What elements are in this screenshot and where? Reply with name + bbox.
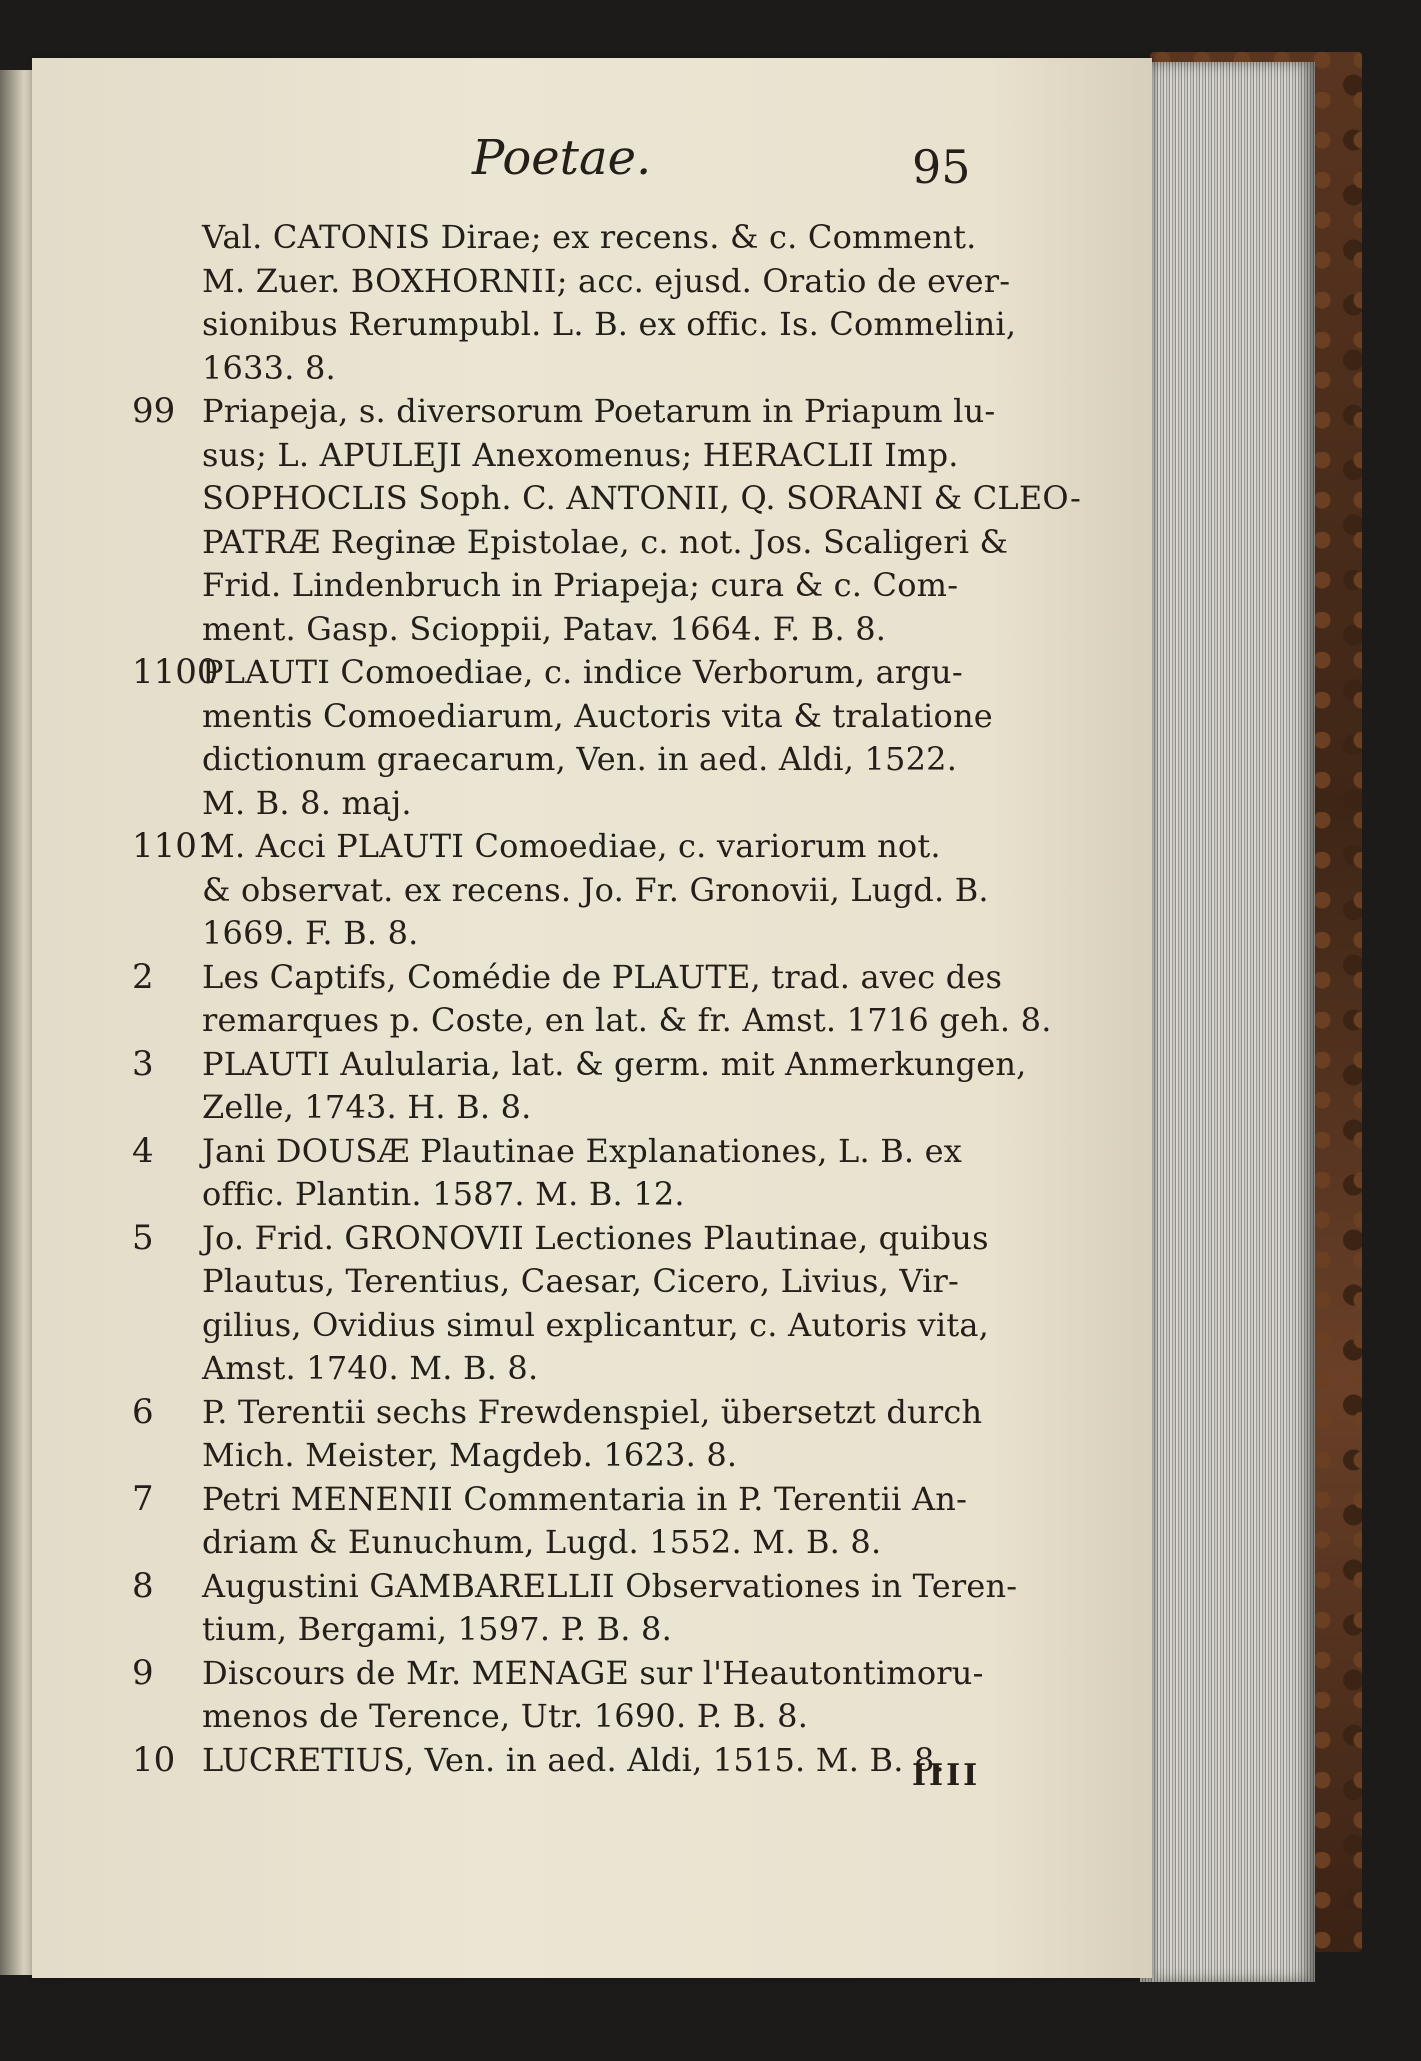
page-number: 95: [912, 140, 971, 194]
catalogue-entry: [132, 1565, 1022, 1652]
entry-text-line: mentis Comoediarum, Auctoris vita & tralatione: [202, 696, 993, 735]
entry-text-line: Discours de Mr. MENAGE sur l'Heautontimoru-: [202, 1653, 984, 1692]
entry-text-line: PLAUTI Comoediae, c. indice Verborum, argu-: [202, 653, 963, 691]
catalogue-entry: [132, 1478, 1022, 1565]
catalogue-entry: [132, 825, 1022, 956]
book-page: [32, 58, 1152, 1978]
entry-text-line: Zelle, 1743. H. B. 8.: [202, 1088, 532, 1126]
catalogue-entry: [132, 1130, 1022, 1217]
entry-text-line: offic. Plantin. 1587. M. B. 12.: [202, 1175, 685, 1213]
entry-text-line: LUCRETIUS, Ven. in aed. Aldi, 1515. M. B. 8.: [202, 1740, 945, 1779]
entry-text-line: tium, Bergami, 1597. P. B. 8.: [202, 1610, 672, 1648]
entry-text-line: remarques p. Coste, en lat. & fr. Amst. 1716 geh. 8.: [202, 1001, 1052, 1039]
entry-text-line: Les Captifs, Comédie de PLAUTE, trad. avec des: [202, 957, 1003, 996]
entry-text-line: & observat. ex recens. Jo. Fr. Gronovii, Lugd. B.: [202, 870, 989, 909]
entry-number: 6: [132, 1391, 154, 1432]
entry-text-line: M. Acci PLAUTI Comoediae, c. variorum not.: [202, 827, 941, 865]
entry-text-line: PLAUTI Aulularia, lat. & germ. mit Anmerkungen,: [202, 1044, 1027, 1083]
entry-text-line: sionibus Rerumpubl. L. B. ex offic. Is. Commelini,: [202, 305, 1017, 343]
entry-text-line: gilius, Ovidius simul explicantur, c. Autoris vita,: [202, 1305, 990, 1344]
catalogue-entry: [132, 1043, 1027, 1130]
entry-text-line: Priapeja, s. diversorum Poetarum in Priapum lu-: [202, 392, 996, 430]
catalogue-entry: [132, 390, 1082, 651]
entry-number: 3: [132, 1043, 154, 1084]
entry-number: 99: [132, 391, 176, 431]
page-block-edges: [1140, 62, 1315, 1982]
entry-text-line: M. B. 8. maj.: [202, 783, 412, 822]
entry-text-line: Jo. Frid. GRONOVII Lectiones Plautinae, quibus: [202, 1218, 989, 1257]
entry-number: 1100: [132, 652, 219, 692]
catalogue-entry: [132, 216, 1022, 390]
entry-text-line: sus; L. APULEJI Anexomenus; HERACLII Imp.: [202, 435, 959, 474]
catalogue-entry: [132, 956, 1052, 1043]
entry-text-line: Jani DOUSÆ Plautinae Explanationes, L. B. ex: [202, 1131, 963, 1170]
entry-text-line: SOPHOCLIS Soph. C. ANTONII, Q. SORANI & CLEO-: [202, 479, 1082, 517]
entry-number: 1101: [132, 826, 219, 866]
catalogue-entry: [132, 651, 1022, 825]
catalogue-entry: [132, 1217, 1022, 1391]
entry-text-line: Petri MENENII Commentaria in P. Terentii An-: [202, 1479, 968, 1518]
entry-text-line: Frid. Lindenbruch in Priapeja; cura & c. Com-: [202, 566, 959, 604]
catalogue-entries: [132, 216, 1082, 1782]
entry-number: 4: [132, 1130, 154, 1171]
entry-number: 5: [132, 1217, 154, 1258]
entry-text-line: P. Terentii sechs Frewdenspiel, übersetzt durch: [202, 1392, 983, 1431]
catalogue-entry: [132, 1391, 1022, 1478]
entry-text-line: M. Zuer. BOXHORNII; acc. ejusd. Oratio de ever-: [202, 261, 1011, 300]
entry-text-line: dictionum graecarum, Ven. in aed. Aldi, 1522.: [202, 740, 958, 778]
entry-number: 7: [132, 1478, 154, 1519]
entry-text-line: Val. CATONIS Dirae; ex recens. & c. Comment.: [202, 218, 977, 256]
running-title: Poetae.: [472, 130, 652, 186]
entry-text-line: 1633. 8.: [202, 348, 336, 387]
entry-number: 2: [132, 956, 154, 997]
entry-text-line: ment. Gasp. Scioppii, Patav. 1664. F. B. 8.: [202, 609, 887, 648]
entry-text-line: menos de Terence, Utr. 1690. P. B. 8.: [202, 1697, 809, 1735]
entry-text-line: Augustini GAMBARELLII Observationes in Teren-: [202, 1566, 1018, 1605]
entry-text-line: Plautus, Terentius, Caesar, Cicero, Livius, Vir-: [202, 1262, 960, 1300]
entry-number: 9: [132, 1652, 154, 1693]
page-header: [32, 130, 1152, 200]
entry-number: 10: [132, 1739, 176, 1780]
entry-number: 8: [132, 1565, 154, 1606]
entry-text-line: Amst. 1740. M. B. 8.: [202, 1349, 539, 1387]
left-page-edge: [0, 70, 34, 1975]
entry-text-line: PATRÆ Reginæ Epistolae, c. not. Jos. Scaligeri &: [202, 522, 1009, 561]
catalogue-entry: [132, 1652, 1022, 1739]
entry-text-line: driam & Eunuchum, Lugd. 1552. M. B. 8.: [202, 1523, 882, 1561]
catalogue-entry: [132, 1739, 1022, 1783]
entry-text-line: 1669. F. B. 8.: [202, 914, 419, 952]
entry-text-line: Mich. Meister, Magdeb. 1623. 8.: [202, 1436, 738, 1474]
catchword: IIII: [912, 1758, 981, 1793]
